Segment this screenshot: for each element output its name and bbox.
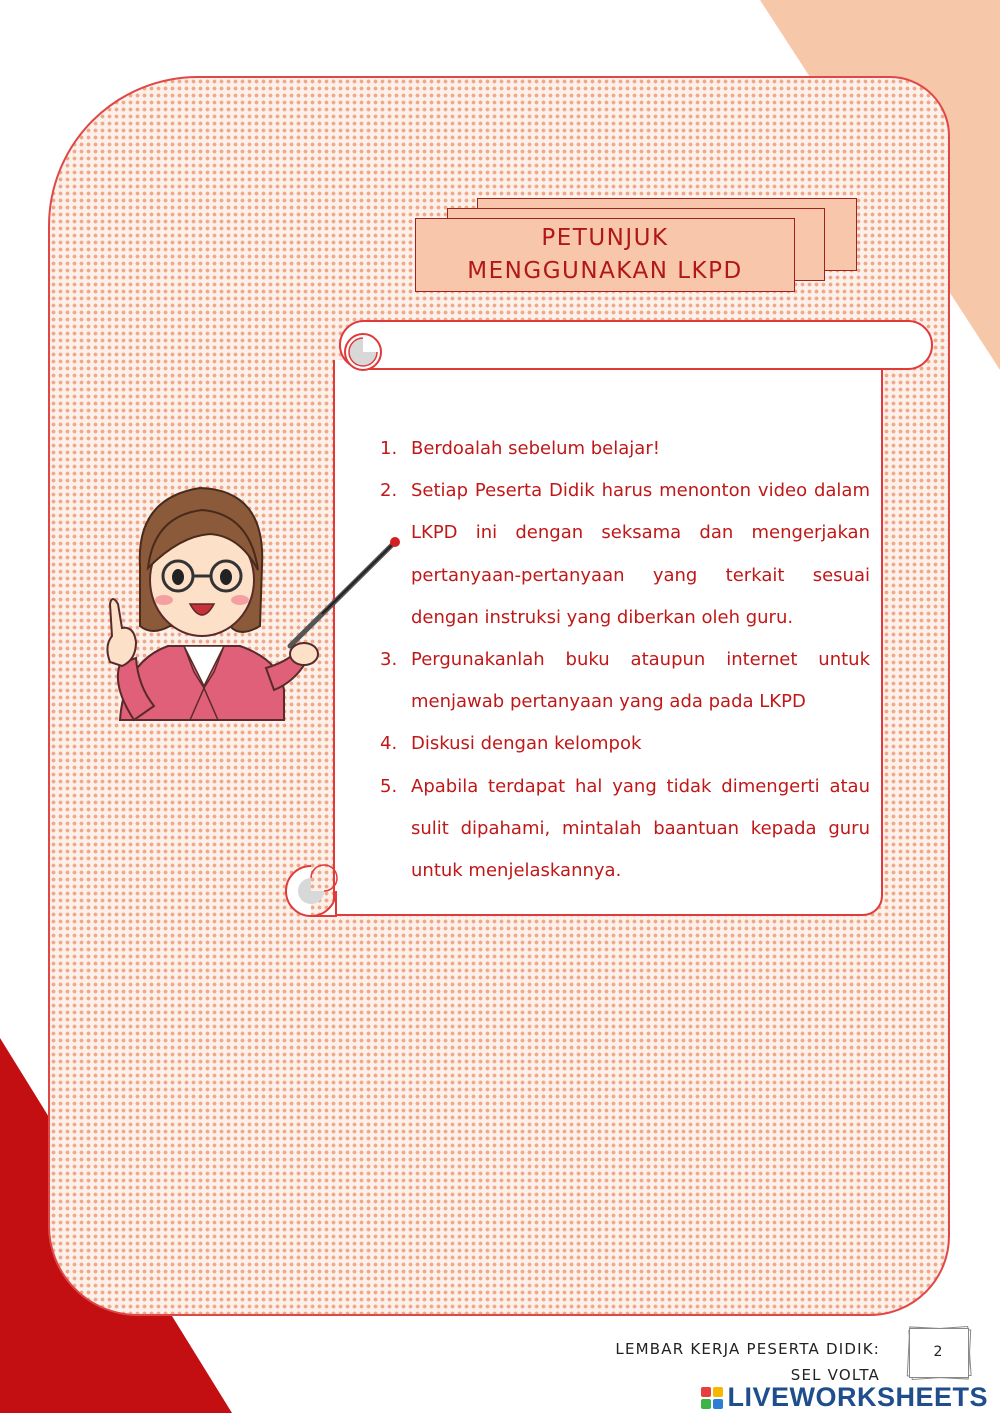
footer-line-1: LEMBAR KERJA PESERTA DIDIK: bbox=[615, 1340, 880, 1358]
title-line-2: MENGGUNAKAN LKPD bbox=[467, 258, 743, 284]
list-item-number: 4. bbox=[380, 733, 398, 755]
list-item bbox=[380, 470, 870, 639]
title-line-1: PETUNJUK bbox=[541, 225, 669, 251]
title-card-front bbox=[415, 218, 795, 292]
list-item-number: 2. bbox=[380, 480, 398, 502]
list-item-text: Diskusi dengan kelompok bbox=[411, 733, 642, 755]
scroll-curl-bottom-icon bbox=[283, 864, 339, 918]
page-number-box bbox=[906, 1326, 970, 1378]
page-number: 2 bbox=[933, 1344, 943, 1360]
list-item-text: Apabila terdapat hal yang tidak dimengerti atau sulit dipahami, mintalah baantuan kepada guru untuk menjelaskannya. bbox=[411, 775, 870, 882]
list-item bbox=[380, 723, 870, 765]
footer-caption bbox=[615, 1336, 880, 1388]
list-item-number: 5. bbox=[380, 775, 398, 797]
list-item bbox=[380, 766, 870, 893]
footer-line-2: SEL VOLTA bbox=[790, 1366, 880, 1384]
scroll-curl-top-icon bbox=[341, 332, 387, 372]
list-item-number: 3. bbox=[380, 649, 398, 671]
list-item bbox=[380, 639, 870, 723]
list-item-text: Pergunakanlah buku ataupun internet untuk menjawab pertanyaan yang ada pada LKPD bbox=[411, 649, 870, 713]
list-item-text: Setiap Peserta Didik harus menonton video dalam LKPD ini dengan seksama dan mengerjakan pertanyaan-pertanyaan yang terkait sesuai dengan instruksi yang diberkan oleh guru. bbox=[411, 480, 870, 628]
brand-name: LIVEWORKSHEETS bbox=[727, 1382, 988, 1412]
list-item-text: Berdoalah sebelum belajar! bbox=[411, 438, 660, 459]
list-item bbox=[380, 428, 870, 470]
instruction-list bbox=[380, 428, 870, 892]
list-item-number: 1. bbox=[380, 438, 398, 459]
liveworksheets-brand[interactable] bbox=[701, 1382, 988, 1413]
title-banner bbox=[415, 198, 860, 310]
liveworksheets-logo-icon bbox=[701, 1387, 723, 1409]
teacher-with-pointer-illustration-icon bbox=[90, 476, 410, 726]
scroll-top-roll bbox=[339, 320, 933, 370]
